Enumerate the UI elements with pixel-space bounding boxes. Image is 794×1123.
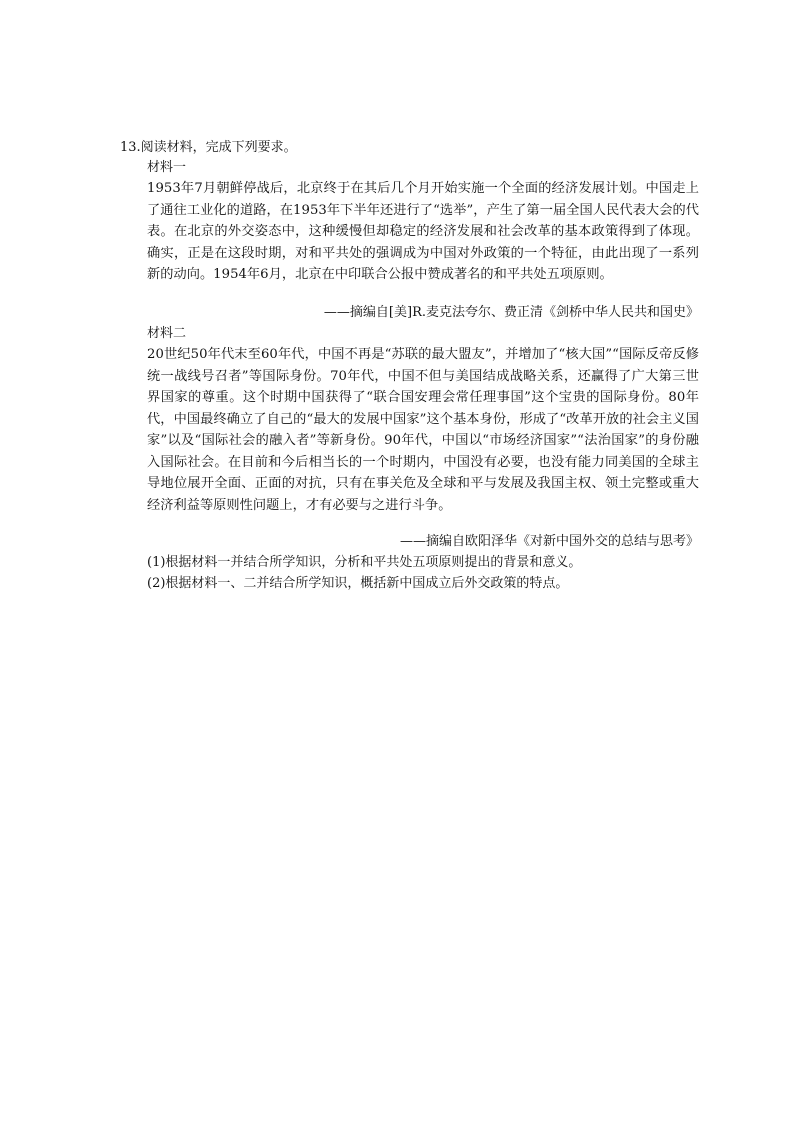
task-item-1: (1)根据材料一并结合所学知识，分析和平共处五项原则提出的背景和意义。 [147,555,582,570]
material-one-source: ——摘编自[美]R.麦克法夸尔、费正清《剑桥中华人民共和国史》 [323,305,699,320]
material-two-block [147,324,699,516]
material-one-block [147,158,699,286]
material-one-text: 1953年7月朝鲜停战后，北京终于在其后几个月开始实施一个全面的经济发展计划。中国走上了通往工业化的道路，在1953年下半年还进行了“选举”，产生了第一届全国人民代表大会的代表。在北京的外交姿态中，这种缓慢但却稳定的经济发展和社会改革的基本政策得到了体现。确实，正是在这段时期，对和平共处的强调成为中国对外政策的一个特征，由此出现了一系列新的动向。1954年6月，北京在中印联合公报中赞成著名的和平共处五项原则。 [147,181,699,282]
material-two-text: 20世纪50年代末至60年代，中国不再是“苏联的最大盟友”，并增加了“核大国”“国际反帝反修统一战线号召者”等国际身份。70年代，中国不但与美国结成战略关系，还赢得了广大第三世界国家的尊重。这个时期中国获得了“联合国安理会常任理事国”这个宝贵的国际身份。80年代，中国最终确立了自己的“最大的发展中国家”这个基本身份，形成了“改革开放的社会主义国家”以及“国际社会的融入者”等新身份。90年代，中国以“市场经济国家”“法治国家”的身份融入国际社会。在目前和今后相当长的一个时期内，中国没有必要，也没有能力同美国的全球主导地位展开全面、正面的对抗，只有在事关危及全球和平与发展及我国主权、领土完整或重大经济利益等原则性问题上，才有必要与之进行斗争。 [147,347,699,513]
task-item-2: (2)根据材料一、二并结合所学知识，概括新中国成立后外交政策的特点。 [147,576,569,591]
material-two-label: 材料二 [147,326,187,341]
question-title: 13.阅读材料，完成下列要求。 [120,140,297,155]
material-two-source: ——摘编自欧阳泽华《对新中国外交的总结与思考》 [399,534,699,549]
material-one-label: 材料一 [147,160,187,175]
